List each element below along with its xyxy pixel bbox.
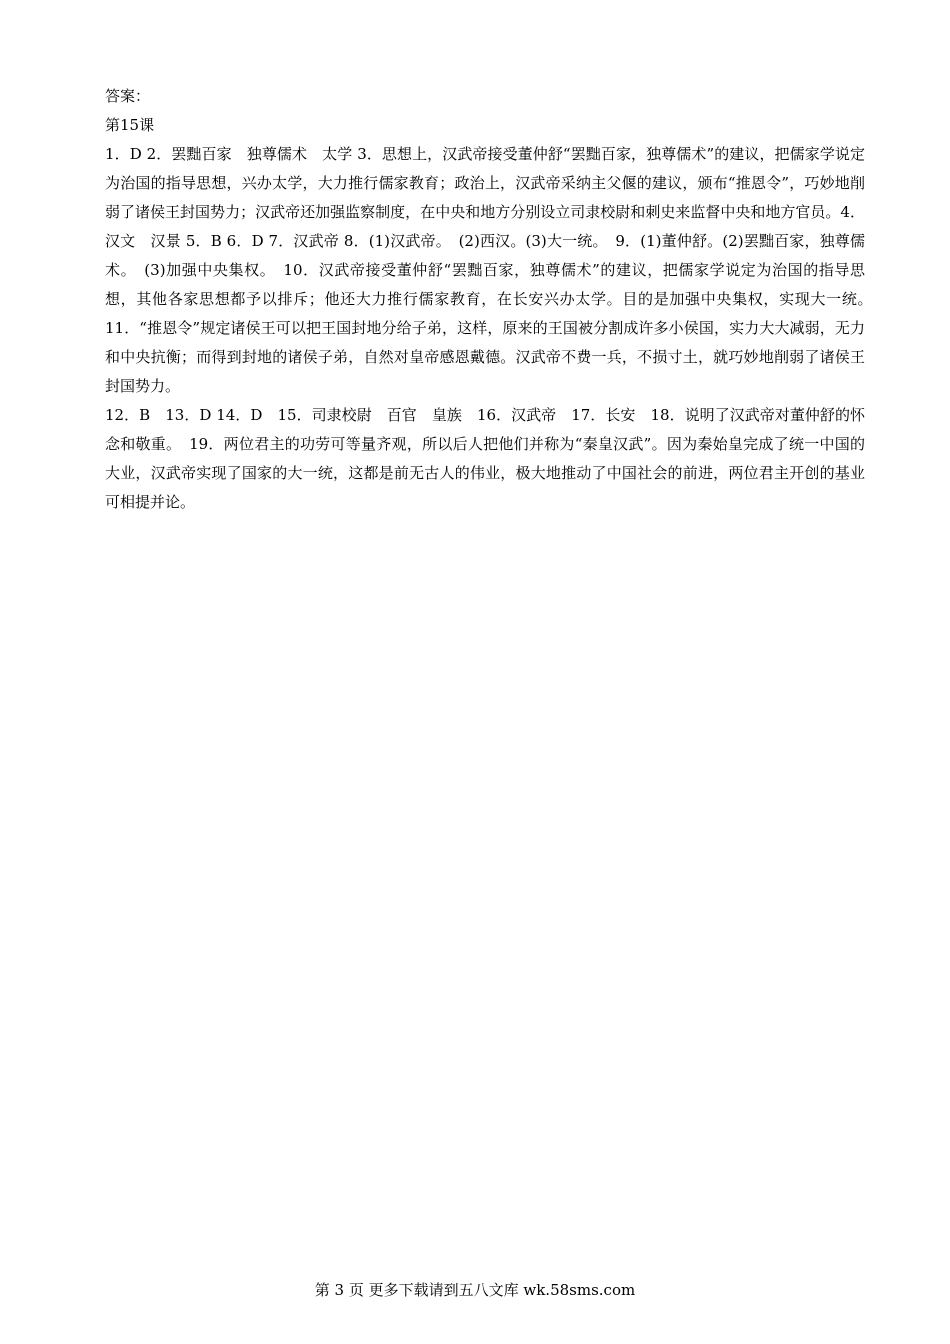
answer-paragraph-1: 1．D 2．罢黜百家 独尊儒术 太学 3．思想上，汉武帝接受董仲舒“罢黜百家，独尊儒术”的建议，把儒家学说定为治国的指导思想，兴办太学，大力推行儒家教育；政治上，汉武帝采纳主父偃的建议，颁布“推恩令”，巧妙地削弱了诸侯王封国势力；汉武帝还加强监察制度，在中央和地方分别设立司隶校尉和刺史来监督中央和地方官员。4．汉文 汉景 5．B 6．D 7．汉武帝 8．(1)汉武帝。 (2)西汉。(3)大一统。 9．(1)董仲舒。(2)罢黜百家，独尊儒术。 (3)加强中央集权。 10．汉武帝接受董仲舒“罢黜百家，独尊儒术”的建议，把儒家学说定为治国的指导思想，其他各家思想都予以排斥；他还大力推行儒家教育，在长安兴办太学。目的是加强中央集权，实现大一统。 11．“推恩令”规定诸侯王可以把王国封地分给子弟，这样，原来的王国被分割成许多小侯国，实力大大减弱，无力和中央抗衡；而得到封地的诸侯子弟，自然对皇帝感恩戴德。汉武帝不费一兵，不损寸土，就巧妙地削弱了诸侯王封国势力。 xyxy=(105,145,881,395)
page-footer: 第 3 页 更多下载请到五八文库 wk.58sms.com xyxy=(314,1281,636,1299)
lesson-title: 第15课 xyxy=(105,116,155,134)
answer-paragraph-2: 12．B 13．D 14．D 15．司隶校尉 百官 皇族 16．汉武帝 17．长安 18．说明了汉武帝对董仲舒的怀念和敬重。 19．两位君主的功劳可等量齐观，所以后人把他们并称为“秦皇汉武”。因为秦始皇完成了统一中国的大业，汉武帝实现了国家的大一统，这都是前无古人的伟业，极大地推动了中国社会的前进，两位君主开创的基业可相提并论。 xyxy=(105,406,865,511)
answer-heading: 答案： xyxy=(105,87,151,105)
answer-content xyxy=(105,82,881,517)
